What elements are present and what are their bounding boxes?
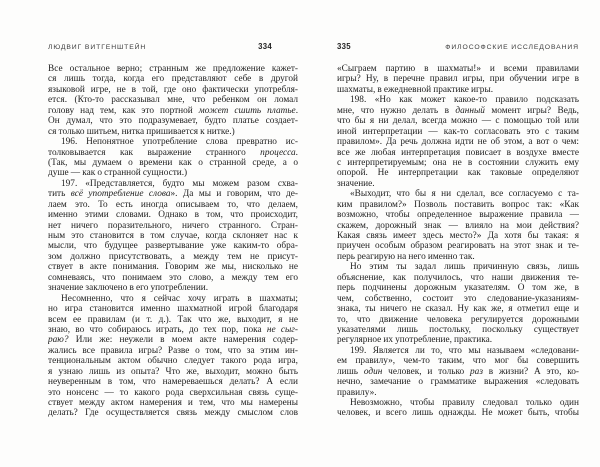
text-line: ствует между актом намерения и тем, что мы намерены: [48, 398, 298, 408]
text-line: сомневаясь, что понимаем это слово, а между тем его: [48, 272, 298, 283]
left-running-header: [48, 42, 298, 53]
text-line: 197. «Представляется, будто мы можем разом схва-: [61, 178, 298, 189]
text-line: регулярное их употребление, практика.: [337, 335, 493, 346]
left-page: [48, 42, 298, 419]
text-line: ем правилу», чем-то таким, что мог бы совершить: [337, 356, 579, 367]
text-line: перь подчинены дорожным указателям. О том же, в: [337, 283, 579, 294]
left-header-title: ЛЮДВИГ ВИТГЕНШТЕЙН: [48, 44, 147, 51]
text-line: шахматы, в ежедневной практике игры.: [337, 84, 494, 95]
text-line: правилу».: [337, 387, 377, 398]
text-line: то, что движение человека регулируется дорожными: [337, 314, 579, 325]
text-line: мысли, что будущее развертывание уже каким-то обра-: [48, 241, 298, 252]
text-line: иной интерпретации — как-то согласовать это с таким: [337, 126, 579, 137]
text-line: опорой. Не интерпретации как таковые определяют: [337, 168, 579, 179]
text-line: тить всё употребление слова». Да мы и говорим, что де-: [48, 189, 298, 200]
text-line: человек, и всего лишь однажды. Не может быть, чтобы: [337, 408, 579, 419]
text-line: ким правилом?» Позволь поставить вопрос так: «Как: [337, 199, 579, 210]
text-line: (Так, мы думаем о времени как о странной среде, а о: [48, 157, 298, 168]
left-page-number: 334: [258, 42, 272, 51]
right-page-number: 335: [337, 42, 351, 51]
text-line: Невозможно, чтобы правилу следовал только один: [350, 398, 579, 408]
text-line: неуверенным в том, что намереваешься делать? А если: [48, 377, 298, 388]
text-line: 199. Является ли то, что мы называем «следовани-: [350, 345, 579, 356]
text-line: с интерпретируемым; она не в состоянии служить ему: [337, 157, 579, 168]
text-line: возможно, чтобы определенное выражение правила —: [337, 210, 579, 221]
text-line: языковой игре, не в той, где оно фактически употребля-: [48, 84, 298, 95]
text-line: Все остальное верно; странным же предложение кажет-: [48, 64, 298, 74]
text-line: Какая связь имеет здесь место?» Да хотя бы такая: я: [337, 231, 579, 241]
right-header-title: ФИЛОСОФСКИЕ ИССЛЕДОВАНИЯ: [445, 44, 579, 51]
right-running-header: [337, 42, 579, 53]
text-line: душе — как о странной сущности.): [48, 168, 188, 179]
text-line: все же любая интерпретация повисает в воздухе вместе: [337, 147, 579, 158]
text-line: знака, ты ничего не сказал. Ну как же, я отметил еще и: [337, 304, 579, 315]
text-line: голову над тем, как это портной может сшить платье.: [48, 105, 298, 116]
text-line: нечно, замечание о грамматике выражения «следовать: [337, 377, 579, 388]
right-page: [337, 42, 579, 419]
text-line: это нонсенс — то какого рода сверхсильная связь суще-: [48, 387, 298, 398]
text-line: приучен особым образом реагировать на этот знак и те-: [337, 241, 579, 252]
text-line: скажем, дорожный знак — влияло на мои действия?: [337, 220, 579, 231]
text-line: всем ее правилам (и т. д.). Так что же, выходит, я не: [48, 314, 298, 325]
left-page-text: [48, 64, 298, 419]
text-line: перь реагирую на него именно так.: [337, 251, 475, 262]
text-line: игры? Ну, в перечне правил игры, при обучении игре в: [337, 74, 579, 85]
text-line: ным это становится в том случае, когда склоняет нас к: [48, 231, 298, 241]
text-line: делать? Где осуществляется связь между смыслом слов: [48, 408, 298, 419]
text-line: «Сыграем партию в шахматы!» и всеми правилами: [337, 64, 579, 74]
text-line: значение.: [337, 178, 375, 189]
text-line: лишь один человек, и только раз в жизни? А это, ко-: [337, 366, 579, 377]
right-page-text: [337, 64, 579, 419]
text-line: Он думал, что это подразумевает, будто платье создает-: [48, 116, 298, 127]
text-line: жались все правила игры? Разве о том, что за этим ин-: [48, 345, 298, 356]
text-line: 196. Непонятное употребление слова превратно ис-: [61, 137, 298, 148]
text-line: нет ничего поразительного, ничего странного. Стран-: [48, 220, 298, 231]
text-line: правилом». Да речь должна идти не об этом, а вот о чем:: [337, 137, 579, 148]
text-line: раю? Или же: неужели в моем акте намерения содер-: [48, 335, 298, 346]
text-line: Несомненно, что я сейчас хочу играть в шахматы;: [61, 293, 298, 304]
text-line: именно этими словами. Однако в том, что происходит,: [48, 210, 298, 221]
text-line: я узнаю лишь из опыта? Что же, выходит, можно быть: [48, 366, 298, 377]
text-line: тенциональным актом обычно следует такого рода игра,: [48, 356, 298, 367]
text-line: зом должно присутствовать, а между тем не присут-: [48, 251, 298, 262]
text-line: ся только шитьем, нитка пришивается к нитке.): [48, 126, 235, 137]
text-line: ствует в акте понимания. Говорим же мы, нисколько не: [48, 262, 298, 273]
text-line: значение заключено в его употреблении.: [48, 283, 209, 294]
text-line: толковывается как выражение странного процесса.: [48, 147, 298, 158]
text-line: что бы я ни делал, всегда можно — с помощью той или: [337, 116, 579, 127]
text-line: указателями лишь постольку, поскольку существует: [337, 324, 579, 335]
text-line: знаю, во что собираюсь играть, до тех пор, пока не сыг-: [48, 324, 298, 335]
text-line: «Выходит, что бы я ни сделал, все согласуемо с та-: [350, 189, 579, 200]
text-line: ся лишь тогда, когда его представляют себе в другой: [48, 74, 298, 85]
text-line: чем, собственно, состоит это следование-указаниям-: [337, 293, 579, 304]
text-line: мне, что нужно делать в данный момент игры? Ведь,: [337, 105, 579, 116]
text-line: ется. (Кто-то рассказывал мне, что ребенком он ломал: [48, 95, 298, 106]
text-line: 198. «Но как может какое-то правило подсказать: [350, 95, 579, 106]
text-line: Но этим ты задал лишь причинную связь, лишь: [350, 262, 579, 273]
text-line: лаем это. То есть иногда описываем то, что делаем,: [48, 199, 298, 210]
text-line: но игра становится именно шахматной игрой благодаря: [48, 304, 298, 315]
text-line: объяснение, как получилось, что наши движения те-: [337, 272, 579, 283]
